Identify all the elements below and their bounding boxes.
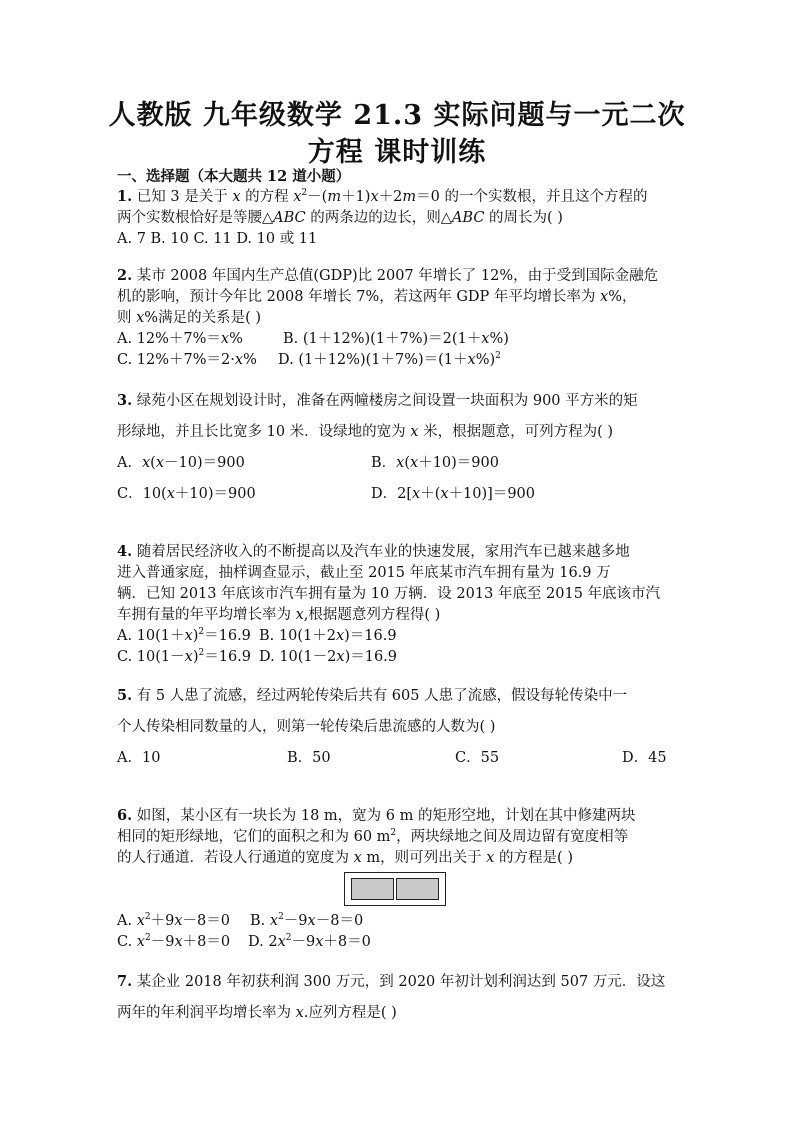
question-2-line-2: 机的影响，预计今年比 2008 年增长 7%，若这两年 GDP 年平均增长率为 x%，: [117, 289, 637, 305]
question-4-line-2: 进入普通家庭，抽样调查显示，截止至 2015 年底某市汽车拥有量为 16.9 万: [117, 565, 611, 581]
question-6-option-a: A. $x^2+9x-8=0$: [117, 912, 230, 929]
question-6-option-d: D. $2x^2-9x+8=0$: [248, 933, 371, 950]
question-4-line-1: 4. 随着居民经济收入的不断提高以及汽车业的快速发展，家用汽车已越来越多地: [117, 543, 630, 560]
page-title-line-2: 方程 课时训练: [307, 137, 487, 168]
question-1-options: A. 7 B. 10 C. 11 D. 10 或 11: [117, 231, 318, 247]
question-5-option-a: A．10: [117, 750, 161, 766]
question-2-option-a: A. 12%＋7%＝x%: [117, 331, 243, 347]
question-4-line-4: 车拥有量的年平均增长率为 x,根据题意列方程得( ): [117, 607, 441, 623]
question-4-option-a: A. $10(1+x)^2=16.9$: [117, 627, 251, 644]
question-5-option-d: D．45: [622, 750, 667, 766]
question-2-option-c: C. 12%＋7%＝2·x%: [117, 352, 257, 368]
question-3-option-c: C．10(x＋10)＝900: [117, 486, 256, 502]
question-3-option-b: B．x(x＋10)＝900: [371, 455, 499, 471]
question-2-line-1: 2. 某市 2008 年国内生产总值(GDP)比 2007 年增长了 12%，由于受到国际金融危: [117, 267, 659, 284]
question-1-line-2: 两个实数根恰好是等腰△ABC 的两条边的边长，则△ABC 的周长为( ): [117, 210, 563, 226]
question-7-line-1: 7. 某企业 2018 年初获利润 300 万元，到 2020 年初计划利润达到 507 万元．设这: [117, 973, 666, 990]
question-4-option-d: D. 10(1－2x)＝16.9: [259, 649, 398, 665]
question-6-line-3: 的人行通道．若设人行通道的宽度为 x m，则可列出关于 x 的方程是( ): [117, 850, 573, 866]
question-2-option-d: D. $(1+12\%)(1+7\%)=(1+x\%)^2$: [278, 351, 501, 368]
page-title-line-1: 人教版 九年级数学 21.3 实际问题与一元二次: [108, 100, 686, 131]
question-6-option-b: B. $x^2-9x-8=0$: [250, 912, 364, 929]
question-3-line-1: 3. 绿苑小区在规划设计时，准备在两幢楼房之间设置一块面积为 900 平方米的矩: [117, 392, 638, 409]
question-4-option-c: C. $10(1-x)^2=16.9$: [117, 648, 252, 665]
question-1-line-1: 1. 已知 3 是关于 x 的方程 $x^2-(m+1)x+2m=0$ 的一个实数根，并且这个方程的: [117, 188, 648, 205]
question-5-option-b: B．50: [287, 750, 331, 766]
question-3-option-d: D．2[x＋(x＋10)]＝900: [371, 486, 536, 502]
question-5-line-1: 5. 有 5 人患了流感，经过两轮传染后共有 605 人患了流感，假设每轮传染中一: [117, 687, 628, 704]
question-6-option-c: C. $x^2-9x+8=0$: [117, 933, 231, 950]
green-plot-right: [396, 878, 439, 900]
rectangular-plot-figure: [344, 872, 446, 906]
question-5-option-c: C．55: [455, 750, 500, 766]
question-3-line-2: 形绿地，并且长比宽多 10 米．设绿地的宽为 x 米，根据题意，可列方程为( ): [117, 424, 613, 440]
question-6-line-2: 相同的矩形绿地，它们的面积之和为 60 $m^2$，两块绿地之间及周边留有宽度相等: [117, 828, 629, 845]
green-plot-left: [351, 878, 394, 900]
question-4-option-b: B. 10(1＋2x)＝16.9: [259, 628, 397, 644]
section-heading: 一、选择题（本大题共 12 道小题）: [117, 168, 351, 185]
question-6-line-1: 6. 如图，某小区有一块长为 18 m，宽为 6 m 的矩形空地，计划在其中修建两块: [117, 807, 636, 824]
question-4-line-3: 辆．已知 2013 年底该市汽车拥有量为 10 万辆．设 2013 年底至 2015 年底该市汽: [117, 586, 661, 602]
question-2-line-3: 则 x%满足的关系是( ): [117, 310, 261, 326]
question-3-option-a: A．x(x－10)＝900: [117, 455, 245, 471]
question-5-line-2: 个人传染相同数量的人，则第一轮传染后患流感的人数为( ): [117, 719, 496, 735]
question-2-option-b: B. (1＋12%)(1＋7%)＝2(1＋x%): [283, 331, 509, 347]
question-7-line-2: 两年的年利润平均增长率为 x.应列方程是( ): [117, 1005, 397, 1021]
